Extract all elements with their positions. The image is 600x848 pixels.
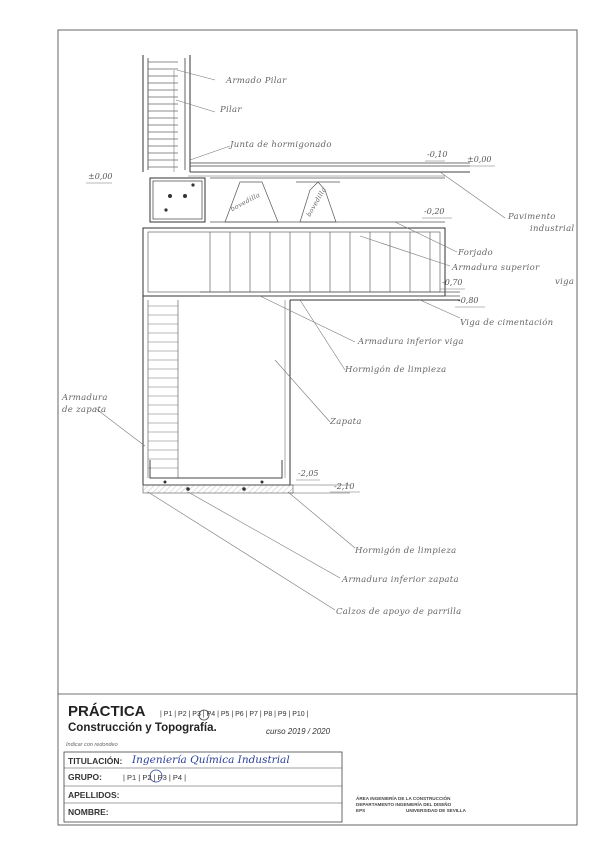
label-pavimento: Pavimento: [508, 212, 556, 222]
pillar: [143, 55, 190, 172]
label-viga-cimentacion: Viga de cimentación: [460, 318, 554, 328]
titulacion-label: TITULACIÓN:: [68, 756, 123, 766]
level-000: ±0,00: [88, 172, 113, 181]
label-hormigon-limpieza-top: Hormigón de limpieza: [345, 365, 447, 375]
dept-line-1: ÁREA INGENIERÍA DE LA CONSTRUCCIÓN: [356, 796, 451, 801]
label-armadura-inferior-zapata: Armadura inferior zapata: [342, 575, 459, 585]
label-pavimento-industrial: industrial: [530, 224, 575, 234]
label-zapata: Zapata: [330, 417, 362, 427]
apellidos-label: APELLIDOS:: [68, 790, 120, 800]
label-forjado: Forjado: [458, 248, 493, 258]
level-020: -0,20: [424, 207, 445, 216]
label-armadura-zapata: Armadura: [62, 393, 108, 403]
label-pilar: Pilar: [220, 105, 242, 115]
dept-line-4: UNIVERSIDAD DE SEVILLA: [406, 808, 466, 813]
label-armadura-superior-viga: viga: [555, 277, 575, 287]
label-junta-hormigonado: Junta de hormigonado: [230, 140, 332, 150]
label-armado-pilar: Armado Pilar: [226, 76, 287, 86]
level-205: -2,05: [298, 469, 319, 478]
instruction-note: Indicar con redondeo: [66, 742, 118, 748]
dept-line-3: EPS: [356, 808, 366, 813]
dept-line-2: DEPARTAMENTO INGENIERÍA DEL DISEÑO: [356, 802, 452, 807]
titulacion-value: Ingeniería Química Industrial: [132, 754, 290, 766]
footing: [143, 296, 460, 493]
level-080: -0,80: [458, 296, 479, 305]
nombre-label: NOMBRE:: [68, 807, 109, 817]
course-year: curso 2019 / 2020: [266, 727, 331, 736]
label-armadura-superior: Armadura superior: [452, 263, 540, 273]
foundation-beam: [143, 228, 460, 296]
level-top-a: -0,10: [427, 150, 448, 159]
practica-title: PRÁCTICA: [68, 703, 146, 720]
label-armadura-de-zapata: de zapata: [62, 405, 107, 415]
label-bovedilla-1: bovedilla: [229, 190, 262, 214]
level-070: -0,70: [442, 278, 463, 287]
subject-title: Construcción y Topografía.: [68, 722, 217, 734]
label-armadura-inferior-viga: Armadura inferior viga: [358, 337, 464, 347]
label-bovedilla-2: bovedilla: [304, 185, 328, 219]
grupo-label: GRUPO:: [68, 772, 102, 782]
practice-numbers: | P1 | P2 | P3 | P4 | P5 | P6 | P7 | P8 | P9 | P10 |: [160, 711, 309, 718]
level-210: -2,10: [334, 482, 355, 491]
level-top-b: ±0,00: [467, 155, 492, 164]
label-hormigon-limpieza-bottom: Hormigón de limpieza: [355, 546, 457, 556]
grupo-options: | P1 | P2 | P3 | P4 |: [123, 773, 187, 782]
label-calzos-apoyo: Calzos de apoyo de parrilla: [336, 607, 462, 617]
